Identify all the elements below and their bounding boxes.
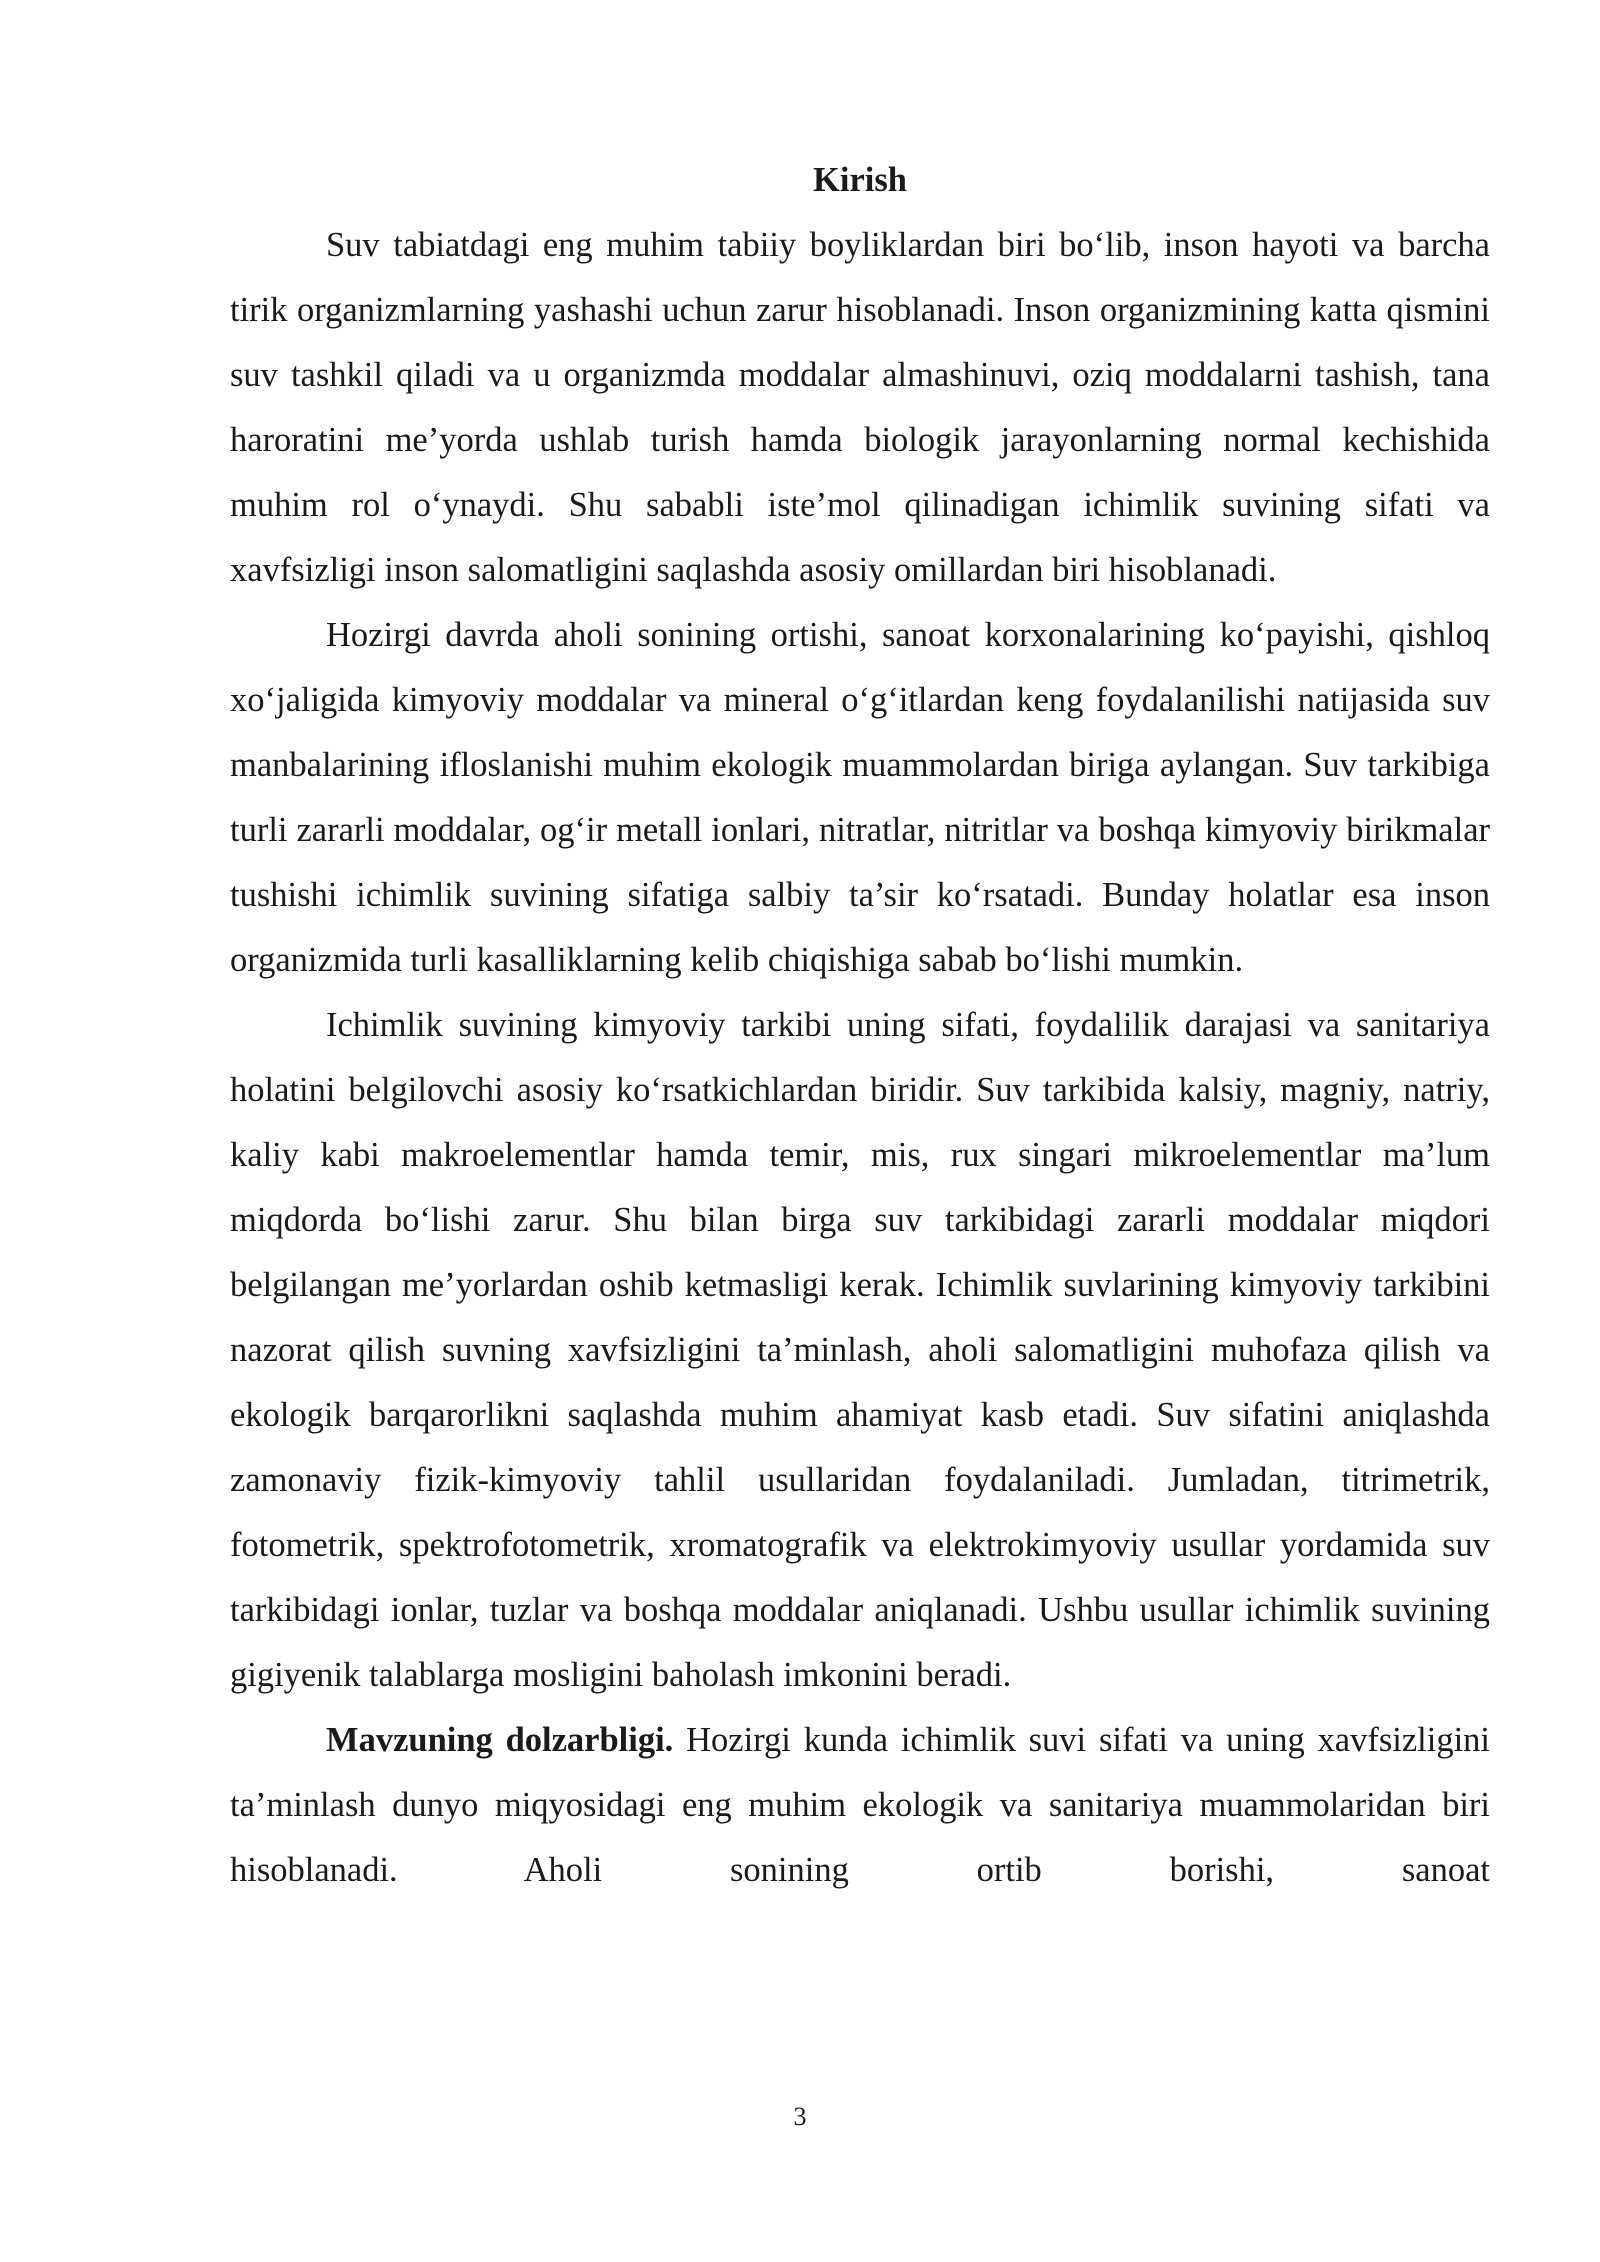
paragraph-4 — [230, 1708, 1490, 1903]
section-title: Kirish — [813, 161, 907, 199]
paragraph-3 — [230, 993, 1490, 1708]
paragraph-1 — [230, 213, 1490, 603]
paragraph-text: Ichimlik suvining kimyoviy tarkibi uning sifati, foydalilik darajasi va sanitariya holatini belgilovchi asosiy ko‘rsatkichlardan biridir. Suv tarkibida kalsiy, magniy, natriy, kaliy kabi makroelementlar hamda temir, mis, rux singari mikroelementlar ma’lum miqdorda bo‘lishi zarur. Shu bilan birga suv tarkibidagi zararli moddalar miqdori belgilangan me’yorlardan oshib ketmasligi kerak. Ichimlik suvlarining kimyoviy tarkibini nazorat qilish suvning xavfsizligini ta’minlash, aholi salomatligini muhofaza qilish va ekologik barqarorlikni saqlashda muhim ahamiyat kasb etadi. Suv sifatini aniqlashda zamonaviy fizik-kimyoviy tahlil usullaridan foydalaniladi. Jumladan, titrimetrik, fotometrik, spektrofotometrik, xromatografik va elektrokimyoviy usullar yordamida suv tarkibidagi ionlar, tuzlar va boshqa moddalar aniqlanadi. Ushbu usullar ichimlik suvining gigiyenik talablarga mosligini baholash imkonini beradi. — [230, 1006, 1490, 1694]
page-content — [230, 148, 1490, 1903]
paragraph-text: Hozirgi davrda aholi sonining ortishi, sanoat korxonalarining ko‘payishi, qishloq xo‘jaligida kimyoviy moddalar va mineral o‘g‘itlardan keng foydalanilishi natijasida suv manbalarining ifloslanishi muhim ekologik muammolardan biriga aylangan. Suv tarkibiga turli zararli moddalar, og‘ir metall ionlari, nitratlar, nitritlar va boshqa kimyoviy birikmalar tushishi ichimlik suvining sifatiga salbiy ta’sir ko‘rsatadi. Bunday holatlar esa inson organizmida turli kasalliklarning kelib chiqishiga sabab bo‘lishi mumkin. — [230, 616, 1490, 979]
paragraph-text: Hozirgi kunda ichimlik suvi sifati va uning xavfsizligini ta’minlash dunyo miqyosidagi eng muhim ekologik va sanitariya muammolaridan biri hisoblanadi. Aholi sonining ortib borishi, sanoat — [230, 1721, 1490, 1889]
paragraph-2 — [230, 603, 1490, 993]
paragraph-text: Suv tabiatdagi eng muhim tabiiy boyliklardan biri bo‘lib, inson hayoti va barcha tirik organizmlarning yashashi uchun zarur hisoblanadi. Inson organizmining katta qismini suv tashkil qiladi va u organizmda moddalar almashinuvi, oziq moddalarni tashish, tana haroratini me’yorda ushlab turish hamda biologik jarayonlarning normal kechishida muhim rol o‘ynaydi. Shu sababli iste’mol qilinadigan ichimlik suvining sifati va xavfsizligi inson salomatligini saqlashda asosiy omillardan biri hisoblanadi. — [230, 226, 1490, 589]
paragraph-lead-heading: Mavzuning dolzarbligi. — [326, 1721, 674, 1759]
page-number: 3 — [793, 2102, 807, 2131]
